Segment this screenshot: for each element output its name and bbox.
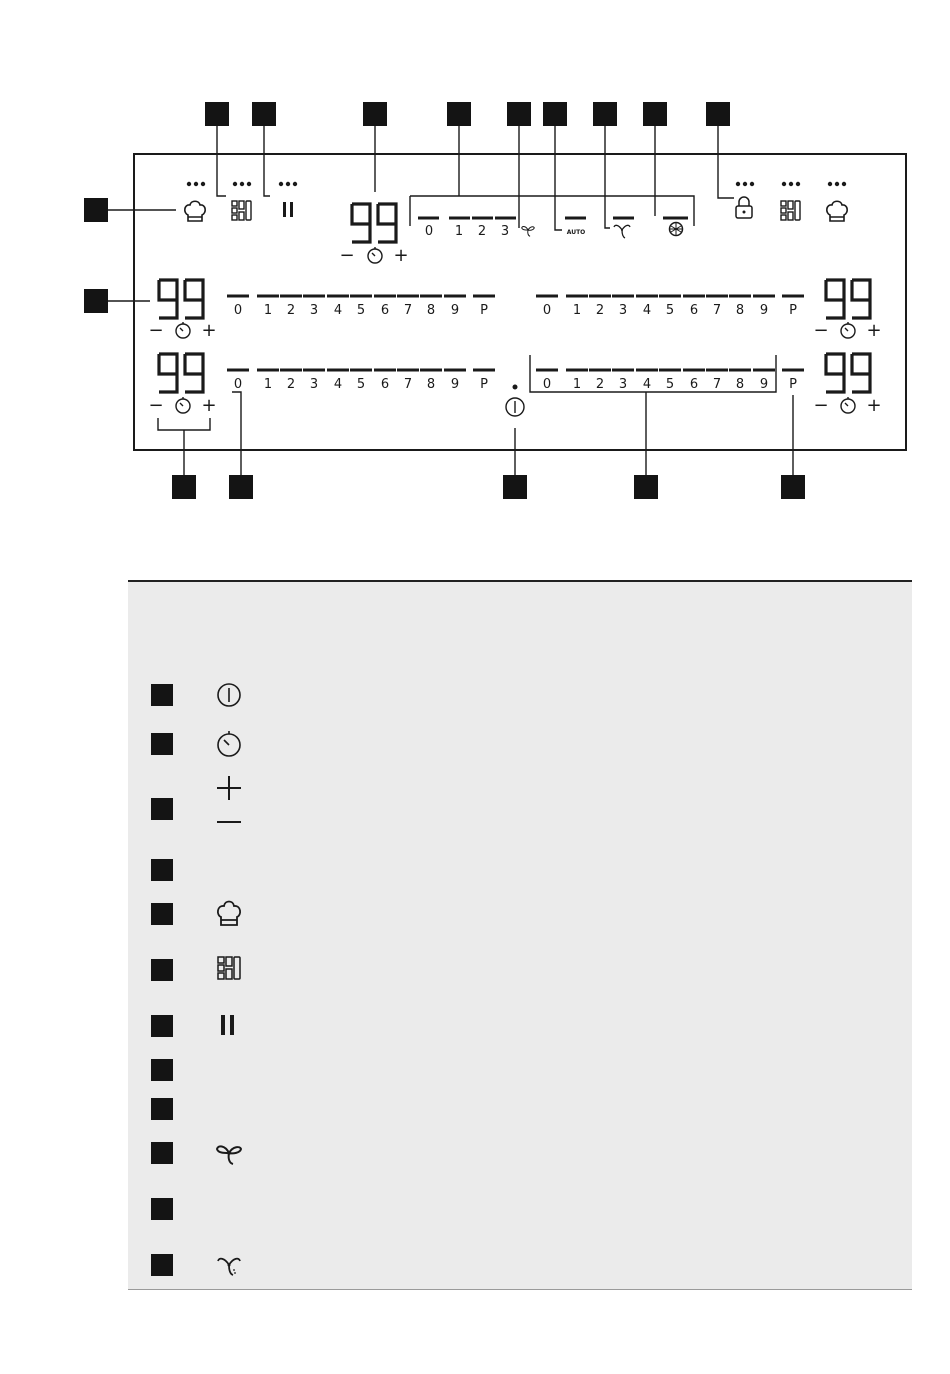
callout-square — [151, 959, 173, 981]
hood-display-digit — [352, 204, 370, 242]
zone-lower-left-plus[interactable]: + — [201, 395, 217, 416]
zone-lower-left-level-label: 0 — [233, 377, 243, 392]
zone-upper-right-level-label: 6 — [689, 303, 699, 318]
hood-light-fan-icon — [214, 1250, 244, 1280]
control-panel-diagram — [0, 0, 950, 560]
callout-square — [151, 798, 173, 820]
legend-row — [128, 1050, 912, 1090]
callout-square — [151, 903, 173, 925]
zone-lower-right-level-label: 7 — [712, 377, 722, 392]
zone-upper-left-level-label: 7 — [403, 303, 413, 318]
zone-display-digit — [852, 280, 870, 318]
callout-square — [205, 102, 229, 126]
timer-icon[interactable] — [841, 322, 855, 338]
callout-square — [151, 733, 173, 755]
zone-display-digit — [159, 354, 177, 392]
zone-upper-right-level-label: 3 — [618, 303, 628, 318]
zone-upper-left-level-label: 0 — [233, 303, 243, 318]
zone-upper-right-level-label: 9 — [759, 303, 769, 318]
zone-lower-right-level-label: 8 — [735, 377, 745, 392]
timer-icon[interactable] — [176, 397, 190, 413]
hood-level-label: 3 — [500, 224, 510, 239]
callout-square — [543, 102, 567, 126]
zone-upper-left-level-label: 9 — [450, 303, 460, 318]
zone-upper-right-minus[interactable]: − — [813, 320, 829, 341]
timer-icon[interactable] — [841, 397, 855, 413]
lock-icon — [736, 197, 752, 218]
dots-icon — [279, 182, 297, 186]
callout-square — [151, 1015, 173, 1037]
zone-upper-left-level-label: 5 — [356, 303, 366, 318]
callout-square — [84, 198, 108, 222]
callout-square — [151, 1142, 173, 1164]
zone-upper-left-level-label: 4 — [333, 303, 343, 318]
zone-upper-right-level-label: 0 — [542, 303, 552, 318]
hood-light-fan-icon — [614, 225, 630, 238]
zone-lower-right-level-label: 3 — [618, 377, 628, 392]
top-indicators — [185, 182, 847, 221]
zone-lower-left-level-label: 9 — [450, 377, 460, 392]
callout-square — [151, 684, 173, 706]
legend-row — [128, 1177, 912, 1241]
zone-display-digit — [185, 354, 203, 392]
legend-row — [128, 670, 912, 720]
hood-display-digit — [378, 204, 396, 242]
callout-square — [643, 102, 667, 126]
power-icon — [506, 398, 524, 416]
dots-icon — [782, 182, 800, 186]
callout-square — [151, 859, 173, 881]
callout-square — [151, 1059, 173, 1081]
zone-lower-left-minus[interactable]: − — [148, 395, 164, 416]
callout-square — [503, 475, 527, 499]
chef-hat-icon — [827, 201, 847, 221]
zone-upper-right-level-label: 4 — [642, 303, 652, 318]
auto-label: AUTO — [566, 229, 586, 236]
cooking-zones — [148, 280, 881, 416]
zone-upper-right-level-label: 8 — [735, 303, 745, 318]
callout-square — [706, 102, 730, 126]
zone-lower-right-level-label: 6 — [689, 377, 699, 392]
zone-upper-left-level-label: 1 — [263, 303, 273, 318]
zone-display-digit — [159, 280, 177, 318]
zone-upper-right-plus[interactable]: + — [866, 320, 882, 341]
zone-upper-left-level-label: 3 — [309, 303, 319, 318]
zone-lower-right-plus[interactable]: + — [866, 395, 882, 416]
zone-lower-right-level-label: 0 — [542, 377, 552, 392]
bridge-zones-icon — [214, 955, 244, 985]
zone-lower-left-level-label: 1 — [263, 377, 273, 392]
zone-upper-left-minus[interactable]: − — [148, 320, 164, 341]
filter-icon — [670, 222, 683, 236]
hood-fan-icon — [214, 1138, 244, 1168]
zone-upper-left-level-label: P — [480, 303, 488, 318]
zone-lower-left-level-label: 4 — [333, 377, 343, 392]
plus-sign: + — [393, 245, 409, 266]
callout-square — [593, 102, 617, 126]
hood-level-label: 2 — [477, 224, 487, 239]
bridge-zones-icon — [232, 201, 251, 220]
zone-upper-right-level-label: 2 — [595, 303, 605, 318]
power-key — [506, 385, 524, 417]
zone-lower-right-level-label: 4 — [642, 377, 652, 392]
callout-square — [634, 475, 658, 499]
chef-hat-icon — [214, 899, 244, 929]
zone-upper-left-plus[interactable]: + — [201, 320, 217, 341]
zone-lower-left-level-label: P — [480, 377, 488, 392]
zone-upper-right-level-label: 5 — [665, 303, 675, 318]
hood-fan-icon — [522, 227, 535, 237]
zone-lower-left-level-label: 3 — [309, 377, 319, 392]
zone-lower-left-level-label: 2 — [286, 377, 296, 392]
timer-icon — [368, 247, 382, 263]
callout-square — [151, 1098, 173, 1120]
zone-lower-left-level-label: 8 — [426, 377, 436, 392]
callout-square — [172, 475, 196, 499]
callout-square — [447, 102, 471, 126]
zone-upper-left-level-label: 8 — [426, 303, 436, 318]
dots-icon — [736, 182, 754, 186]
zone-display-digit — [185, 280, 203, 318]
chef-hat-icon — [185, 201, 205, 221]
callout-square — [151, 1254, 173, 1276]
callout-square — [507, 102, 531, 126]
hood-section — [339, 204, 688, 266]
callout-square — [84, 289, 108, 313]
dots-icon — [187, 182, 205, 186]
zone-lower-right-level-label: 1 — [572, 377, 582, 392]
legend-row — [128, 1089, 912, 1129]
minus-sign: − — [339, 245, 355, 266]
callout-square — [781, 475, 805, 499]
legend-row — [128, 719, 912, 769]
hood-level-label: 1 — [454, 224, 464, 239]
zone-lower-right-level-label: 2 — [595, 377, 605, 392]
legend-row — [128, 1001, 912, 1051]
zone-display-digit — [826, 354, 844, 392]
zone-upper-right-level-label: P — [789, 303, 797, 318]
zone-display-digit — [826, 280, 844, 318]
legend-header — [128, 580, 912, 671]
zone-lower-right-level-label: 9 — [759, 377, 769, 392]
zone-display-digit — [852, 354, 870, 392]
power-icon — [214, 680, 244, 710]
callout-square — [229, 475, 253, 499]
zone-upper-right-level-label: 1 — [572, 303, 582, 318]
zone-lower-left-level-label: 7 — [403, 377, 413, 392]
legend-row — [128, 938, 912, 1002]
legend-row — [128, 768, 912, 851]
dots-icon — [828, 182, 846, 186]
callout-square — [151, 1198, 173, 1220]
callout-square — [363, 102, 387, 126]
legend-row — [128, 1240, 912, 1290]
panel-frame — [134, 154, 906, 450]
hood-level-label: 0 — [424, 224, 434, 239]
zone-lower-left-level-label: 6 — [380, 377, 390, 392]
timer-icon[interactable] — [176, 322, 190, 338]
bridge-zones-icon — [781, 201, 800, 220]
zone-lower-left-level-label: 5 — [356, 377, 366, 392]
zone-lower-right-level-label: P — [789, 377, 797, 392]
pause-icon — [214, 1011, 244, 1041]
zone-upper-left-level-label: 2 — [286, 303, 296, 318]
legend-row — [128, 1128, 912, 1178]
legend-row — [128, 850, 912, 890]
zone-upper-left-level-label: 6 — [380, 303, 390, 318]
zone-lower-right-minus[interactable]: − — [813, 395, 829, 416]
callout-square — [252, 102, 276, 126]
pause-icon — [283, 202, 293, 217]
timer-icon — [214, 729, 244, 759]
plus-minus-icon — [214, 780, 244, 810]
zone-lower-right-level-label: 5 — [665, 377, 675, 392]
legend-row — [128, 889, 912, 939]
dots-icon — [233, 182, 251, 186]
zone-upper-right-level-label: 7 — [712, 303, 722, 318]
